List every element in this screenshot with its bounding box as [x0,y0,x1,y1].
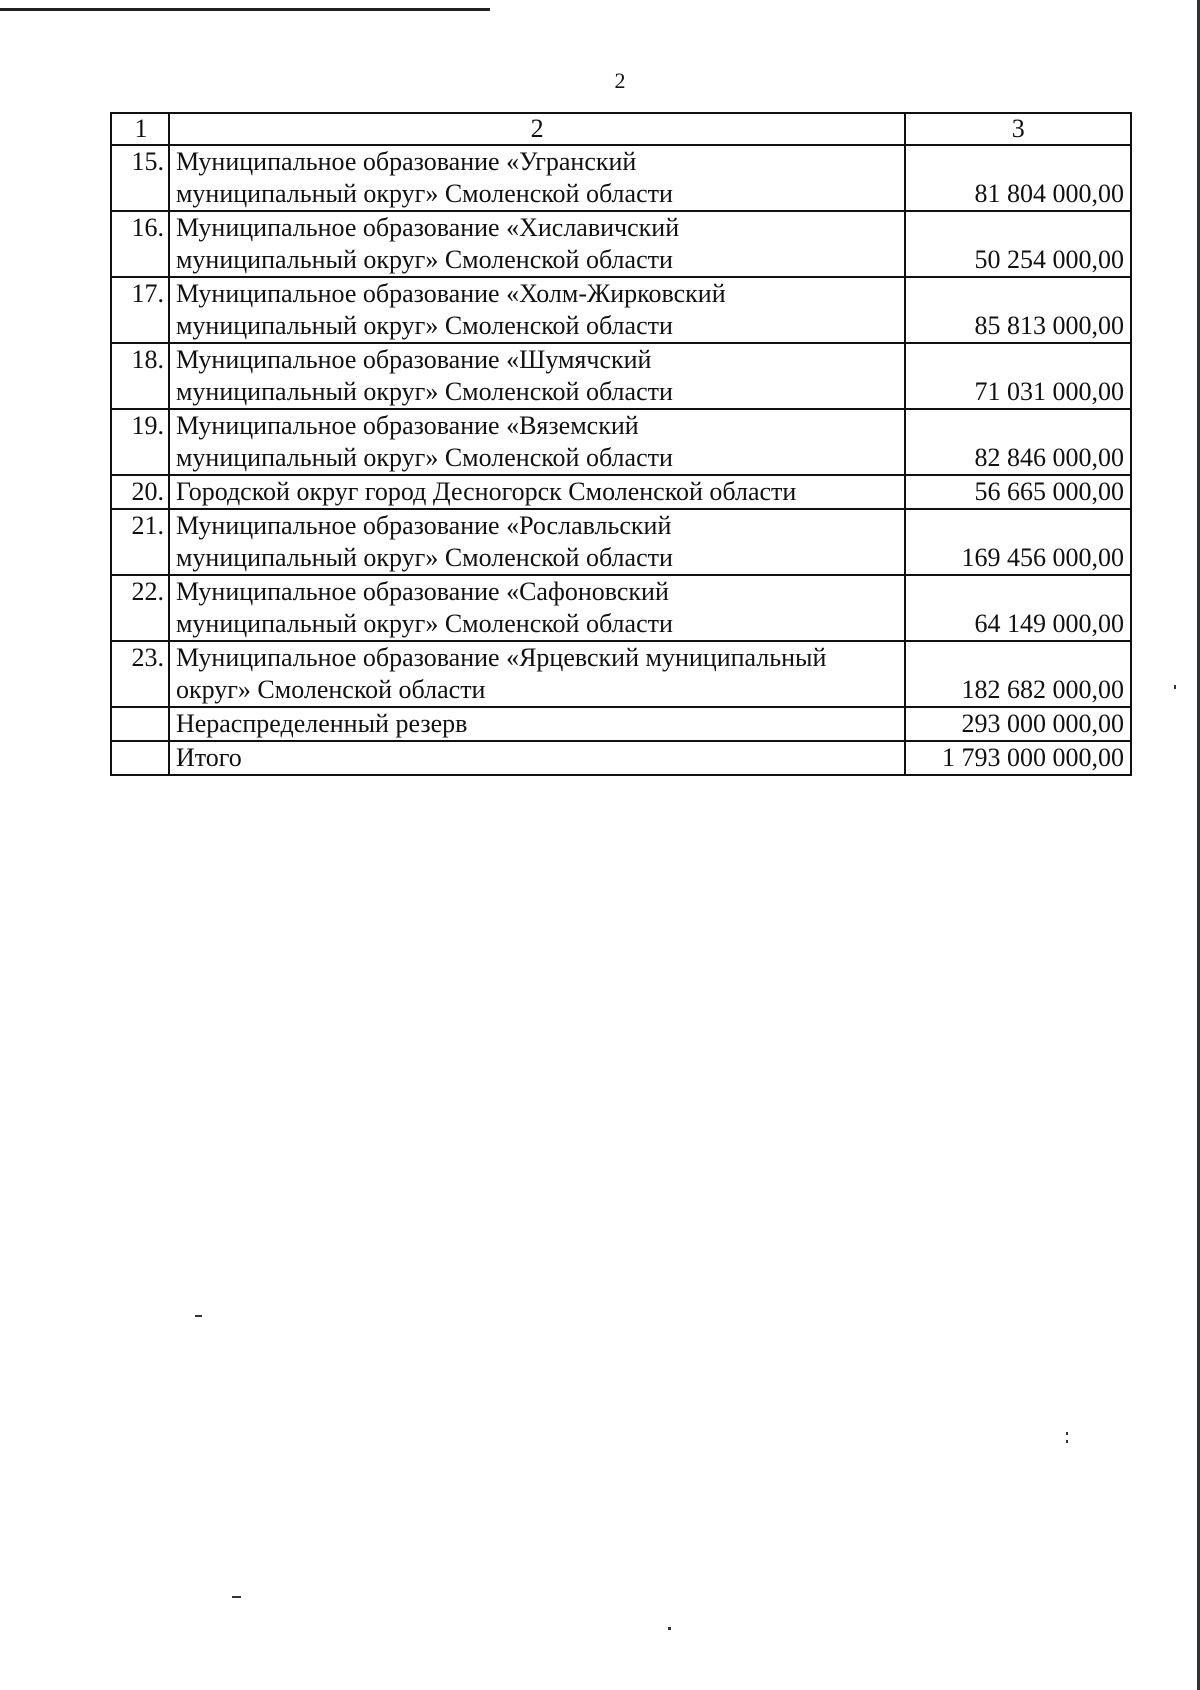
table-row [111,641,1131,707]
scan-edge-top [0,8,490,11]
municipality-name [169,509,905,575]
name-line-1: Муниципальное образование «Ярцевский муниципальный [175,643,827,672]
municipality-name [169,211,905,277]
table-row [111,211,1131,277]
amount: 50 254 000,00 [905,211,1131,277]
amount: 81 804 000,00 [905,145,1131,211]
name-line-2: округ» Смоленской области [175,675,486,704]
table-header-row [111,113,1131,145]
name-line-1: Муниципальное образование «Холм-Жирковский [175,279,726,308]
amount: 82 846 000,00 [905,409,1131,475]
name-line-2: муниципальный округ» Смоленской области [175,543,673,572]
row-number: 21. [111,509,169,575]
scan-speck [668,1627,671,1630]
name-line-1: Муниципальное образование «Хиславичский [175,213,680,242]
row-number: 22. [111,575,169,641]
scan-speck [195,1315,202,1317]
amount: 71 031 000,00 [905,343,1131,409]
name-line-2: муниципальный округ» Смоленской области [175,179,673,208]
amount: 85 813 000,00 [905,277,1131,343]
reserve-label: Нераспределенный резерв [169,707,905,741]
name-line-2: муниципальный округ» Смоленской области [175,311,673,340]
row-number-empty [111,707,169,741]
name-line-1: Муниципальное образование «Вяземский [175,411,639,440]
municipality-name [169,145,905,211]
scan-speck [232,1596,241,1598]
name-line-2: муниципальный округ» Смоленской области [175,443,673,472]
row-number: 17. [111,277,169,343]
name-line-2: муниципальный округ» Смоленской области [175,245,673,274]
name-line-2: муниципальный округ» Смоленской области [175,377,673,406]
amount: 56 665 000,00 [905,475,1131,509]
row-number: 19. [111,409,169,475]
table-row [111,145,1131,211]
municipality-name [169,641,905,707]
municipality-name [169,343,905,409]
name-line-1: Муниципальное образование «Шумячский [175,345,652,374]
table-row [111,475,1131,509]
page-number: 2 [614,68,626,93]
row-number: 23. [111,641,169,707]
total-label: Итого [169,741,905,775]
total-amount: 1 793 000 000,00 [905,741,1131,775]
municipality-name: Городской округ город Десногорск Смоленской области [169,475,905,509]
table-row [111,277,1131,343]
table-row [111,509,1131,575]
header-col-1: 1 [111,113,169,145]
row-number-empty [111,741,169,775]
municipality-name [169,409,905,475]
row-number: 16. [111,211,169,277]
header-col-3: 3 [905,113,1131,145]
row-number: 18. [111,343,169,409]
total-row [111,741,1131,775]
header-col-2: 2 [169,113,905,145]
name-line-1: Муниципальное образование «Угранский [175,147,637,176]
municipality-name [169,277,905,343]
scan-speck [1174,685,1176,689]
amount: 64 149 000,00 [905,575,1131,641]
table-row [111,575,1131,641]
row-number: 20. [111,475,169,509]
reserve-amount: 293 000 000,00 [905,707,1131,741]
scan-speck [1066,1432,1068,1435]
name-line-2: муниципальный округ» Смоленской области [175,609,673,638]
municipality-name [169,575,905,641]
amount: 182 682 000,00 [905,641,1131,707]
allocation-table [110,112,1132,776]
row-number: 15. [111,145,169,211]
amount: 169 456 000,00 [905,509,1131,575]
name-line-1: Муниципальное образование «Сафоновский [175,577,669,606]
scan-speck [1066,1440,1068,1443]
name-line-1: Муниципальное образование «Рославльский [175,511,672,540]
reserve-row [111,707,1131,741]
table-row [111,409,1131,475]
table-row [111,343,1131,409]
